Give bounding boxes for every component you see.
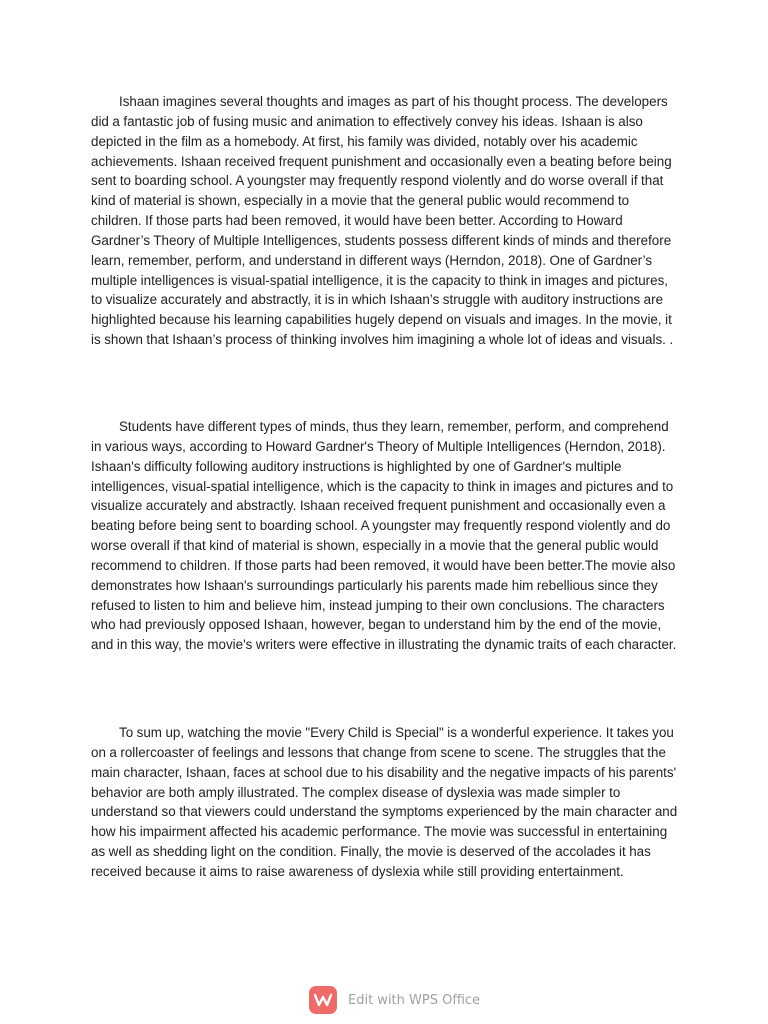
paragraph-2: Students have different types of minds, thus they learn, remember, perform, and comprehend in various ways, according to Howard Gardner's Theory of Multiple Intelligences (Herndon, 2018). Ishaan's difficulty following auditory instructions is highlighted by one of Gardner's multiple intelligences, visual-spatial intelligence, which is the capacity to think in images and pictures and to visualize accurately and abstractly. Ishaan received frequent punishment and occasionally even a beating before being sent to boarding school. A youngster may frequently respond violently and do worse overall if that kind of material is shown, especially in a movie that the general public would recommend to children. If those parts had been removed, it would have been better.The movie also demonstrates how Ishaan's surroundings particularly his parents made him rebellious since they refused to listen to him and believe him, instead jumping to their own conclusions. The characters who had previously opposed Ishaan, however, began to understand him by the end of the movie, and in this way, the movie's writers were effective in illustrating the dynamic traits of each character. xyxy=(91,419,677,653)
paragraph-1: Ishaan imagines several thoughts and images as part of his thought process. The developers did a fantastic job of fusing music and animation to effectively convey his ideas. Ishaan is also depicted in the film as a homebody. At first, his family was divided, notably over his academic achievements. Ishaan received frequent punishment and occasionally even a beating before being sent to boarding school. A youngster may frequently respond violently and do worse overall if that kind of material is shown, especially in a movie that the general public would recommend to children. If those parts had been removed, it would have been better. According to Howard Gardner’s Theory of Multiple Intelligences, students possess different kinds of minds and therefore learn, remember, perform, and understand in different ways (Herndon, 2018). One of Gardner’s multiple intelligences is visual-spatial intelligence, it is the capacity to think in images and pictures, to visualize accurately and abstractly, it is in which Ishaan’s struggle with auditory instructions are highlighted because his learning capabilities hugely depend on visuals and images. In the movie, it is shown that Ishaan’s process of thinking involves him imagining a whole lot of ideas and visuals. . xyxy=(91,94,674,348)
wps-watermark[interactable] xyxy=(309,986,480,1014)
wps-office-logo-icon xyxy=(309,986,337,1014)
paragraph-3: To sum up, watching the movie "Every Child is Special" is a wonderful experience. It takes you on a rollercoaster of feelings and lessons that change from scene to scene. The struggles that the main character, Ishaan, faces at school due to his disability and the negative impacts of his parents' behavior are both amply illustrated. The complex disease of dyslexia was made simpler to understand so that viewers could understand the symptoms experienced by the main character and how his impairment affected his academic performance. The movie was successful in entertaining as well as shedding light on the condition. Finally, the movie is deserved of the accolades it has received because it aims to raise awareness of dyslexia while still providing entertainment. xyxy=(91,725,678,879)
watermark-text: Edit with WPS Office xyxy=(348,992,481,1008)
